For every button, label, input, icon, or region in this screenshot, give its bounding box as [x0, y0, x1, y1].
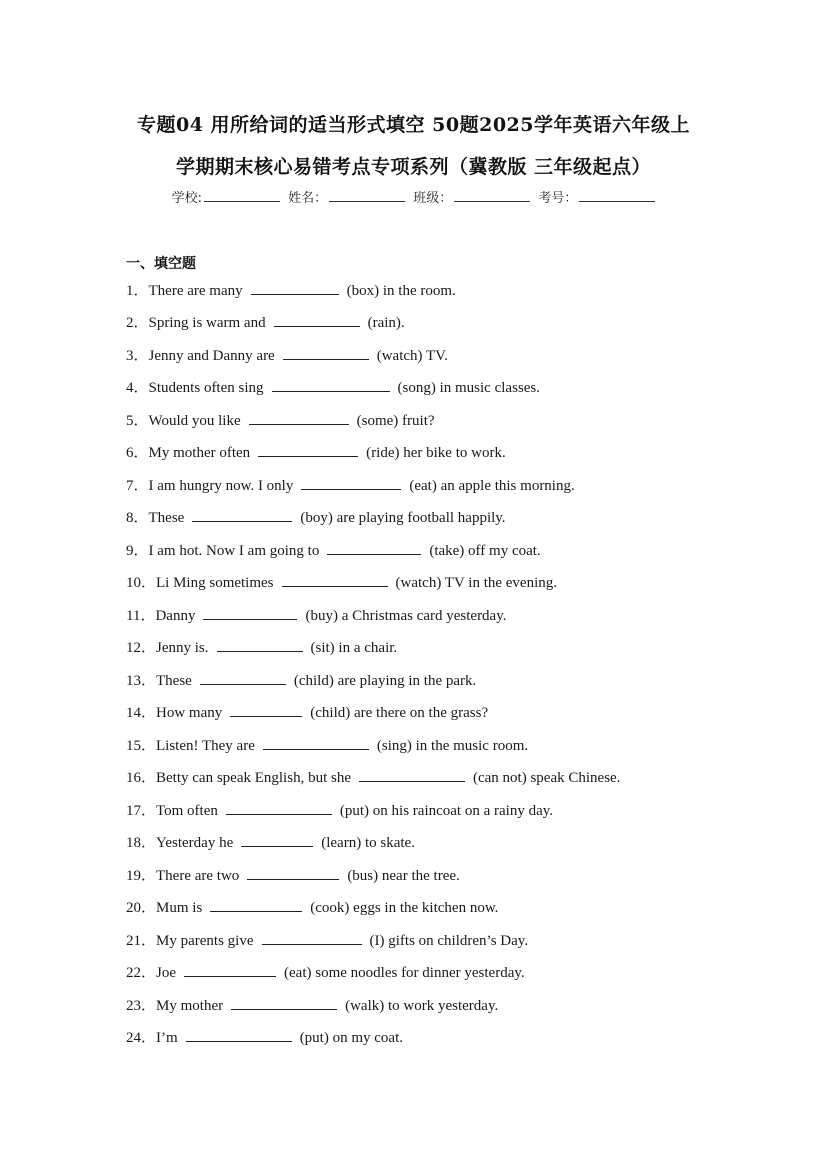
- question-15: [126, 735, 528, 757]
- question-text: Yesterday he: [156, 835, 234, 851]
- question-hint: (take) off my coat.: [429, 543, 541, 559]
- answer-blank[interactable]: [249, 410, 349, 425]
- question-hint: (put) on his raincoat on a rainy day.: [339, 803, 554, 819]
- question-number: 11．: [126, 608, 156, 624]
- question-text: How many: [156, 705, 223, 721]
- question-number: 3．: [126, 348, 149, 364]
- answer-blank[interactable]: [200, 670, 286, 685]
- question-text: Jenny and Danny are: [148, 348, 275, 364]
- question-text: Danny: [155, 608, 196, 624]
- name-field[interactable]: [288, 187, 405, 206]
- question-1: [126, 280, 456, 302]
- question-13: [126, 670, 476, 692]
- question-hint: (I) gifts on children’s Day.: [369, 933, 529, 949]
- question-hint: (cook) eggs in the kitchen now.: [310, 900, 499, 916]
- question-21: [126, 930, 528, 952]
- question-text: Students often sing: [148, 380, 264, 396]
- answer-blank[interactable]: [274, 312, 360, 327]
- question-11: [126, 605, 507, 627]
- question-number: 9．: [126, 543, 149, 559]
- question-text: Mum is: [156, 900, 203, 916]
- student-info-row: [0, 187, 827, 206]
- question-4: [126, 377, 540, 399]
- answer-blank[interactable]: [226, 800, 332, 815]
- question-number: 21．: [126, 933, 157, 949]
- answer-blank[interactable]: [186, 1027, 292, 1042]
- question-number: 24．: [126, 1030, 157, 1046]
- answer-blank[interactable]: [231, 995, 337, 1010]
- page-title-line-2: 学期期末核心易错考点专项系列（冀教版 三年级起点）: [175, 156, 652, 178]
- question-hint: (rain).: [367, 315, 405, 331]
- question-text: Would you like: [148, 413, 241, 429]
- question-hint: (buy) a Christmas card yesterday.: [305, 608, 507, 624]
- question-hint: (box) in the room.: [346, 283, 456, 299]
- question-number: 14．: [126, 705, 157, 721]
- answer-blank[interactable]: [258, 442, 358, 457]
- question-hint: (can not) speak Chinese.: [472, 770, 621, 786]
- question-number: 6．: [126, 445, 149, 461]
- question-hint: (watch) TV.: [376, 348, 448, 364]
- question-number: 15．: [126, 738, 157, 754]
- question-number: 1．: [126, 283, 149, 299]
- answer-blank[interactable]: [251, 280, 339, 295]
- question-16: [126, 767, 620, 789]
- question-20: [126, 897, 498, 919]
- section-heading: 一、填空题: [126, 256, 196, 272]
- question-number: 7．: [126, 478, 149, 494]
- question-text: There are two: [156, 868, 240, 884]
- question-number: 2．: [126, 315, 149, 331]
- question-17: [126, 800, 553, 822]
- question-text: I am hot. Now I am going to: [148, 543, 320, 559]
- answer-blank[interactable]: [210, 897, 302, 912]
- question-3: [126, 345, 448, 367]
- question-22: [126, 962, 525, 984]
- school-label: 学校:: [171, 191, 202, 206]
- answer-blank[interactable]: [272, 377, 390, 392]
- question-10: [126, 572, 557, 594]
- class-blank[interactable]: [454, 189, 530, 202]
- question-18: [126, 832, 415, 854]
- question-hint: (child) are playing in the park.: [293, 673, 477, 689]
- question-hint: (boy) are playing football happily.: [300, 510, 506, 526]
- question-hint: (put) on my coat.: [299, 1030, 403, 1046]
- answer-blank[interactable]: [230, 702, 302, 717]
- question-6: [126, 442, 506, 464]
- answer-blank[interactable]: [184, 962, 276, 977]
- answer-blank[interactable]: [262, 930, 362, 945]
- question-12: [126, 637, 397, 659]
- question-text: My parents give: [156, 933, 254, 949]
- question-number: 10．: [126, 575, 157, 591]
- question-text: Listen! They are: [156, 738, 255, 754]
- question-hint: (eat) some noodles for dinner yesterday.: [284, 965, 525, 981]
- answer-blank[interactable]: [192, 507, 292, 522]
- answer-blank[interactable]: [247, 865, 339, 880]
- question-hint: (eat) an apple this morning.: [409, 478, 575, 494]
- question-23: [126, 995, 498, 1017]
- exam-number-blank[interactable]: [579, 189, 655, 202]
- question-hint: (song) in music classes.: [397, 380, 540, 396]
- exam-number-field[interactable]: [538, 187, 655, 206]
- question-number: 19．: [126, 868, 157, 884]
- question-number: 4．: [126, 380, 149, 396]
- answer-blank[interactable]: [263, 735, 369, 750]
- answer-blank[interactable]: [283, 345, 369, 360]
- question-text: I am hungry now. I only: [148, 478, 294, 494]
- class-field[interactable]: [413, 187, 530, 206]
- answer-blank[interactable]: [282, 572, 388, 587]
- question-number: 17．: [126, 803, 157, 819]
- question-number: 20．: [126, 900, 157, 916]
- question-5: [126, 410, 435, 432]
- question-text: My mother: [156, 998, 224, 1014]
- question-number: 13．: [126, 673, 157, 689]
- question-hint: (watch) TV in the evening.: [395, 575, 557, 591]
- question-text: Tom often: [156, 803, 218, 819]
- question-number: 16．: [126, 770, 157, 786]
- question-8: [126, 507, 506, 529]
- question-text: There are many: [148, 283, 243, 299]
- name-blank[interactable]: [329, 189, 405, 202]
- question-hint: (sing) in the music room.: [376, 738, 529, 754]
- question-text: Betty can speak English, but she: [156, 770, 351, 786]
- question-number: 5．: [126, 413, 149, 429]
- question-number: 22．: [126, 965, 157, 981]
- question-text: Spring is warm and: [148, 315, 266, 331]
- question-hint: (walk) to work yesterday.: [345, 998, 499, 1014]
- question-hint: (learn) to skate.: [321, 835, 415, 851]
- question-text: Li Ming sometimes: [156, 575, 274, 591]
- question-number: 8．: [126, 510, 149, 526]
- question-text: Jenny is.: [156, 640, 209, 656]
- question-text: I’m: [156, 1030, 178, 1046]
- question-text: These: [156, 673, 192, 689]
- answer-blank[interactable]: [217, 637, 303, 652]
- question-hint: (child) are there on the grass?: [310, 705, 489, 721]
- question-2: [126, 312, 405, 334]
- answer-blank[interactable]: [301, 475, 401, 490]
- question-hint: (some) fruit?: [356, 413, 435, 429]
- question-9: [126, 540, 541, 562]
- question-number: 18．: [126, 835, 157, 851]
- question-number: 12．: [126, 640, 157, 656]
- question-text: These: [148, 510, 185, 526]
- question-19: [126, 865, 460, 887]
- question-24: [126, 1027, 403, 1049]
- answer-blank[interactable]: [327, 540, 421, 555]
- question-text: My mother often: [148, 445, 251, 461]
- school-field[interactable]: [172, 187, 280, 206]
- class-label: 班级：: [413, 191, 453, 206]
- school-blank[interactable]: [204, 189, 280, 202]
- question-7: [126, 475, 575, 497]
- name-label: 姓名：: [288, 191, 328, 206]
- exam-number-label: 考号：: [538, 191, 578, 206]
- question-hint: (sit) in a chair.: [310, 640, 398, 656]
- question-text: Joe: [156, 965, 177, 981]
- question-hint: (bus) near the tree.: [347, 868, 460, 884]
- question-14: [126, 702, 488, 724]
- answer-blank[interactable]: [241, 832, 313, 847]
- page-title-line-1: 专题04 用所给词的适当形式填空 50题2025学年英语六年级上: [137, 114, 690, 136]
- answer-blank[interactable]: [359, 767, 465, 782]
- question-hint: (ride) her bike to work.: [366, 445, 506, 461]
- question-number: 23．: [126, 998, 157, 1014]
- answer-blank[interactable]: [203, 605, 297, 620]
